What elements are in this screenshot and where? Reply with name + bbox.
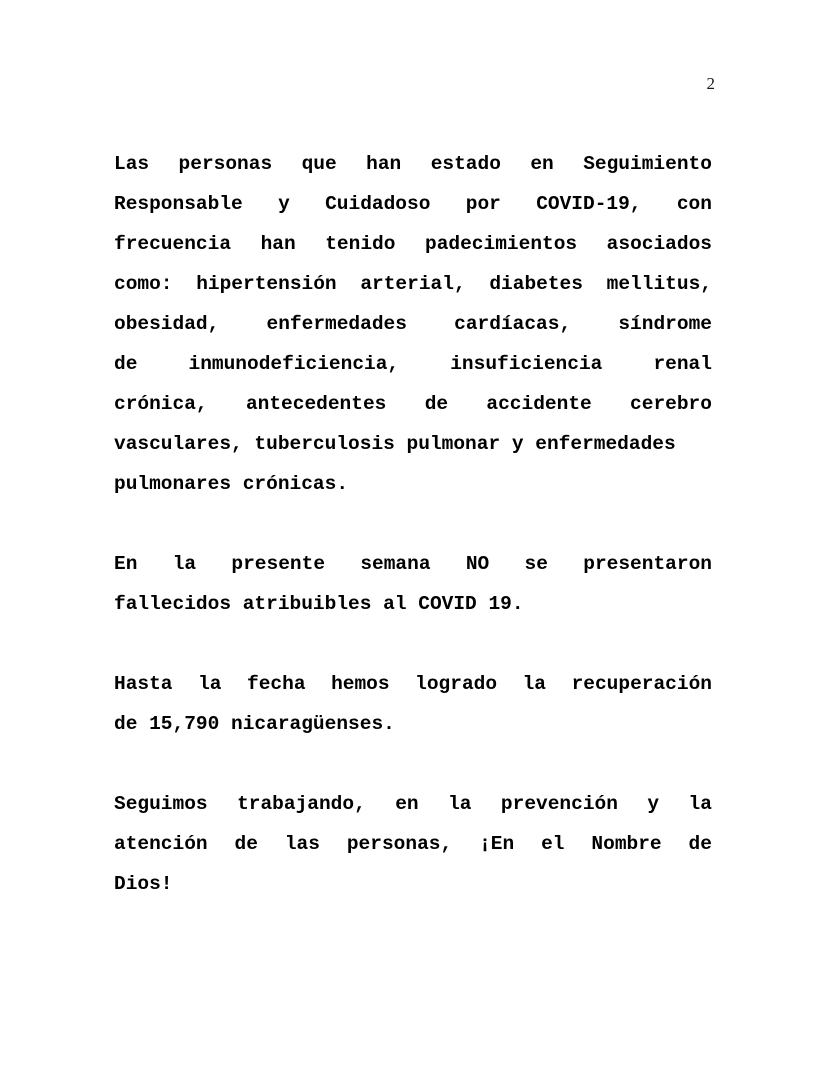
text-word: con — [676, 193, 712, 215]
text-word: la — [448, 793, 472, 815]
text-word: antecedentes — [245, 393, 387, 415]
text-word: presente — [231, 553, 326, 575]
text-word: Cuidadoso — [325, 193, 431, 215]
text-word: de — [424, 393, 449, 415]
text-word: NO — [465, 553, 490, 575]
text-word: prevención — [500, 793, 618, 815]
text-word: fecha — [247, 673, 306, 695]
text-word: mellitus, — [606, 273, 712, 295]
text-line — [114, 544, 712, 584]
text-word: inmunodeficiencia, — [188, 353, 400, 375]
text-word: la — [522, 673, 547, 695]
text-word: síndrome — [618, 313, 712, 335]
text-word: de — [114, 353, 138, 375]
text-word: enfermedades — [266, 313, 407, 335]
text-word: estado — [430, 153, 501, 175]
text-word: la — [688, 793, 712, 815]
text-word: han — [260, 233, 296, 255]
text-word: cardíacas, — [454, 313, 572, 335]
text-word: han — [366, 153, 402, 175]
text-word: crónica, — [114, 393, 208, 415]
text-line — [114, 224, 712, 264]
text-word: diabetes — [489, 273, 583, 295]
paragraph-antecedentes — [114, 144, 712, 504]
text-word: hipertensión — [196, 273, 337, 295]
text-word: Responsable — [114, 193, 243, 215]
text-word: ¡En — [479, 833, 515, 855]
text-word: En — [114, 553, 138, 575]
page-number: 2 — [706, 74, 715, 93]
text-word: obesidad, — [114, 313, 220, 335]
text-word: insuficiencia — [450, 353, 603, 375]
text-line — [114, 144, 712, 184]
text-word: trabajando, — [237, 793, 366, 815]
text-word: asociados — [606, 233, 712, 255]
text-word: la — [198, 673, 222, 695]
text-word: Nombre — [591, 833, 662, 855]
text-word: presentaron — [583, 553, 712, 575]
text-line — [114, 784, 712, 824]
text-word: renal — [653, 353, 712, 375]
text-word: padecimientos — [425, 233, 578, 255]
text-word: accidente — [486, 393, 592, 415]
text-word: por — [465, 193, 501, 215]
text-word: la — [172, 553, 197, 575]
text-word: tenido — [325, 233, 396, 255]
text-word: de — [688, 833, 712, 855]
text-word: Las — [114, 153, 150, 175]
text-word: de — [234, 833, 258, 855]
text-word: atención — [114, 833, 208, 855]
text-line — [114, 664, 712, 704]
text-word: personas — [178, 153, 273, 175]
text-line — [114, 384, 712, 424]
text-line: vasculares, tuberculosis pulmonar y enfermedades — [114, 433, 676, 455]
text-word: COVID-19, — [536, 193, 642, 215]
text-line: Dios! — [114, 873, 173, 895]
text-line: fallecidos atribuibles al COVID 19. — [114, 593, 524, 615]
text-line — [114, 264, 712, 304]
text-word: que — [301, 153, 337, 175]
text-word: Seguimiento — [583, 153, 712, 175]
text-line — [114, 304, 712, 344]
text-word: Seguimos — [114, 793, 208, 815]
text-word: Hasta — [114, 673, 173, 695]
text-word: en — [530, 153, 554, 175]
text-word: frecuencia — [114, 233, 232, 255]
text-word: y — [647, 793, 660, 815]
text-word: personas, — [346, 833, 453, 855]
document-body — [114, 144, 712, 904]
paragraph-fallecidos — [114, 544, 712, 624]
text-word: se — [524, 553, 548, 575]
text-line — [114, 824, 712, 864]
text-line: pulmonares crónicas. — [114, 473, 349, 495]
text-word: arterial, — [360, 273, 466, 295]
text-line — [114, 344, 712, 384]
text-word: las — [284, 833, 320, 855]
text-word: en — [395, 793, 419, 815]
text-word: semana — [360, 553, 431, 575]
text-word: hemos — [331, 673, 390, 695]
text-word: recuperación — [571, 673, 712, 695]
paragraph-recuperados — [114, 664, 712, 744]
text-line — [114, 184, 712, 224]
text-word: cerebro — [630, 393, 712, 415]
text-line: de 15,790 nicaragüenses. — [114, 713, 395, 735]
text-word: logrado — [415, 673, 498, 695]
paragraph-cierre — [114, 784, 712, 904]
text-word: como: — [114, 273, 173, 295]
text-word: el — [541, 833, 565, 855]
text-word: y — [278, 193, 290, 215]
